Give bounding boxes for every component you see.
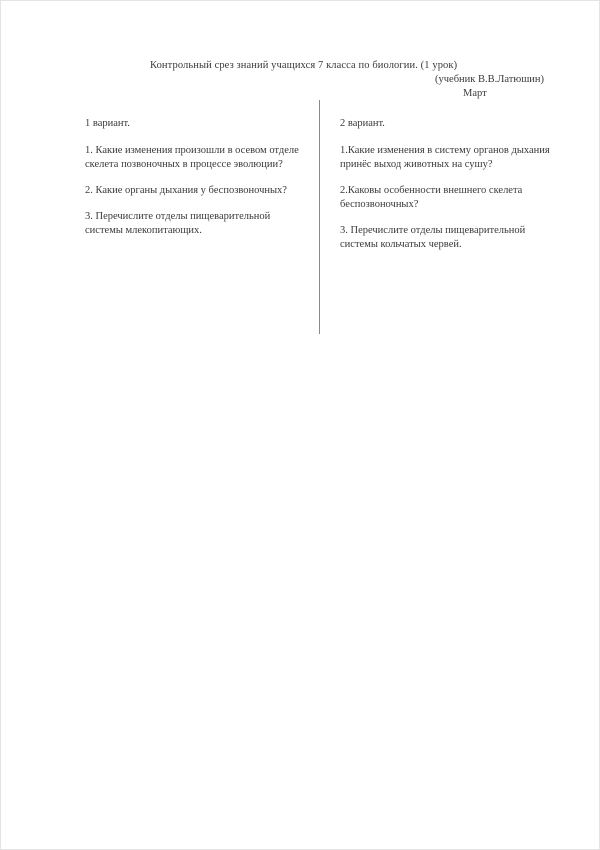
variant-2-question-1: 1.Какие изменения в систему органов дыхания принёс выход животных на сушу? [340,145,550,170]
textbook-reference: (учебник В.В.Латюшин) [435,74,545,85]
variant-1-label: 1 вариант. [85,118,130,129]
variant-1-column [85,117,310,250]
variant-1-question-3: 3. Перечислите отделы пищеварительной системы млекопитающих. [85,211,271,236]
variant-2-column [340,117,565,264]
variant-1-question-1: 1. Какие изменения произошли в осевом отделе скелета позвоночных в процессе эволюции? [85,145,299,170]
month-label: Март [463,88,487,99]
variant-2-question-2: 2.Каковы особенности внешнего скелета беспозвоночных? [340,185,523,210]
document-title: Контрольный срез знаний учащихся 7 класса по биологии. (1 урок) [150,60,458,71]
variant-2-label: 2 вариант. [340,118,385,129]
column-divider [319,100,320,334]
variant-2-question-3: 3. Перечислите отделы пищеварительной системы кольчатых червей. [340,225,526,250]
variant-1-question-2: 2. Какие органы дыхания у беспозвоночных? [85,185,287,196]
